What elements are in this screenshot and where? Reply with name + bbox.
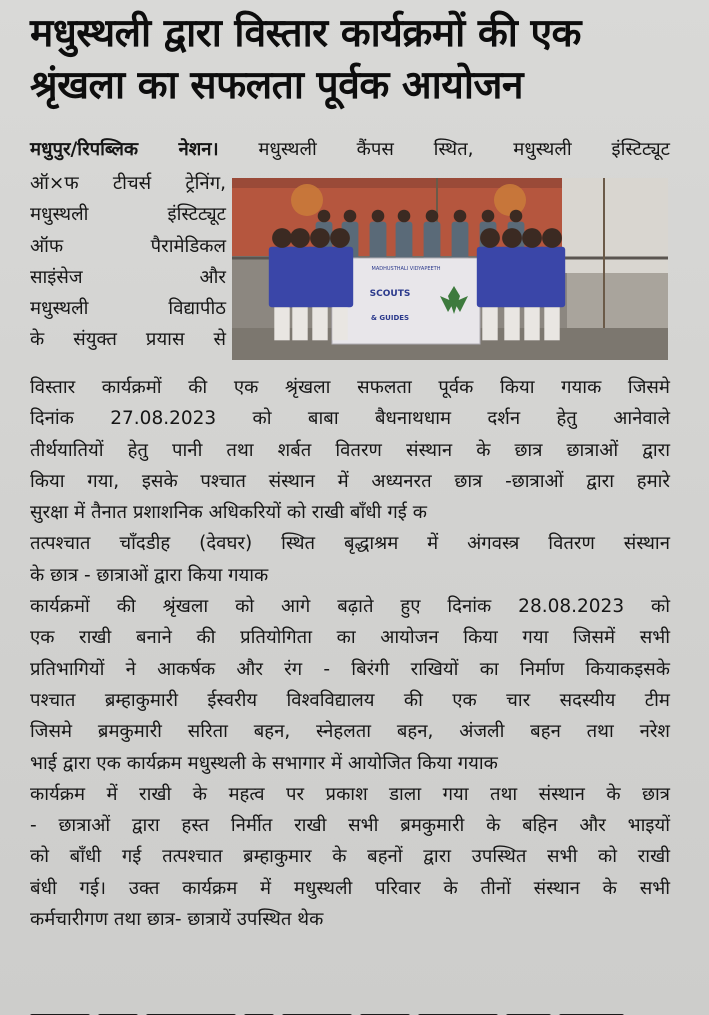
body-text-line: भाई द्वारा एक कार्यक्रम मधुस्थली के सभागार में आयोजित किया गयाक xyxy=(30,752,498,774)
intro-text: मधुस्थली कैंपस स्थित, मधुस्थली इंस्टिट्यूट xyxy=(218,139,670,160)
wrap-text-line: ऑ×फ टीचर्स ट्रेनिंग, xyxy=(30,173,226,194)
body-text-line: पश्चात ब्रम्हाकुमारी ईस्वरीय विश्वविद्यालय की एक चार सदस्यीय टीम xyxy=(30,689,670,711)
body-text-line: को बाँधी गई तत्पश्चात ब्रम्हाकुमार के बहनों द्वारा उपस्थित सभी को राखी xyxy=(30,846,670,868)
body-text-line: - छात्राओं द्वारा हस्त निर्मीत राखी सभी ब्रमकुमारी के बहिन और भाइयों xyxy=(30,815,670,837)
body-text-line: तीर्थयातियों हेतु पानी तथा शर्बत वितरण संस्थान के छात्र छात्राओं द्वारा xyxy=(30,439,670,461)
body-text-line: तत्पश्चात चाँदडीह (देवघर) स्थित बृद्धाश्रम में अंगवस्त्र वितरण संस्थान xyxy=(30,533,670,555)
wrap-text-line: ऑफ पैरामेडिकल xyxy=(30,235,226,257)
article-wrap-column xyxy=(30,168,226,356)
article-photo xyxy=(232,178,668,360)
banner-top-text: MADHUSTHALI VIDYAPEETH xyxy=(371,266,441,272)
intro-line xyxy=(30,134,670,165)
body-text-line: कर्मचारीगण तथा छात्र- छात्रायें उपस्थित थेक xyxy=(30,909,324,931)
body-text-line: विस्तार कार्यक्रमों की एक श्रृंखला सफलता पूर्वक किया गयाक जिसमे xyxy=(30,377,670,398)
body-text-line: कार्यक्रम में राखी के महत्व पर प्रकाश डाला गया तथा संस्थान के छात्र xyxy=(30,783,670,805)
body-text-line: जिसमे ब्रमकुमारी सरिता बहन, स्नेहलता बहन, अंजली बहन तथा नरेश xyxy=(30,721,670,743)
body-text-line: बंधी गई। उक्त कार्यक्रम में मधुस्थली परिवार के तीनों संस्थान के सभी xyxy=(30,877,670,899)
group-photo xyxy=(232,178,668,360)
headline-line-1: मधुस्थली द्वारा विस्तार कार्यक्रमों की एक xyxy=(30,11,581,56)
next-article-fragment xyxy=(30,1005,670,1015)
body-text-line: एक राखी बनाने की प्रतियोगिता का आयोजन किया गया जिसमें सभी xyxy=(30,627,670,649)
body-text-line: के छात्र - छात्राओं द्वारा किया गयाक xyxy=(30,564,269,586)
wrap-text-line: के संयुक्त प्रयास से xyxy=(30,329,226,351)
body-text-line: सुरक्षा में तैनात प्रशाशनिक अधिकरियों को राखी बाँधी गई क xyxy=(30,502,427,524)
article-body xyxy=(30,372,670,935)
body-text-line: कार्यक्रमों की श्रृंखला को आगे बढ़ाते हुए दिनांक 28.08.2023 को xyxy=(30,596,670,618)
body-text-line: दिनांक 27.08.2023 को बाबा बैधनाथधाम दर्शन हेतु आनेवाले xyxy=(30,408,670,430)
body-text-line: प्रतिभागियों ने आकर्षक और रंग - बिरंगी राखियों का निर्माण कियाकइसके xyxy=(30,658,670,680)
article-intro-line xyxy=(30,134,670,165)
wrap-text-line: साइंसेज और xyxy=(30,266,226,288)
wrap-text-line: मधुस्थली इंस्टिट्यूट xyxy=(30,204,226,226)
banner-scouts-text: SCOUTS xyxy=(369,289,411,299)
body-text-line: किया गया, इसके पश्चात संस्थान में अध्यनरत छात्र -छात्राओं द्वारा हमारे xyxy=(30,470,670,492)
banner-guides-text: & GUIDES xyxy=(370,314,410,322)
headline-line-2: श्रृंखला का सफलता पूर्वक आयोजन xyxy=(30,63,524,108)
article-headline xyxy=(30,8,690,112)
dateline: मधुपुर/रिपब्लिक नेशन। xyxy=(30,139,219,160)
wrap-text-line: मधुस्थली विद्यापीठ xyxy=(30,298,226,320)
